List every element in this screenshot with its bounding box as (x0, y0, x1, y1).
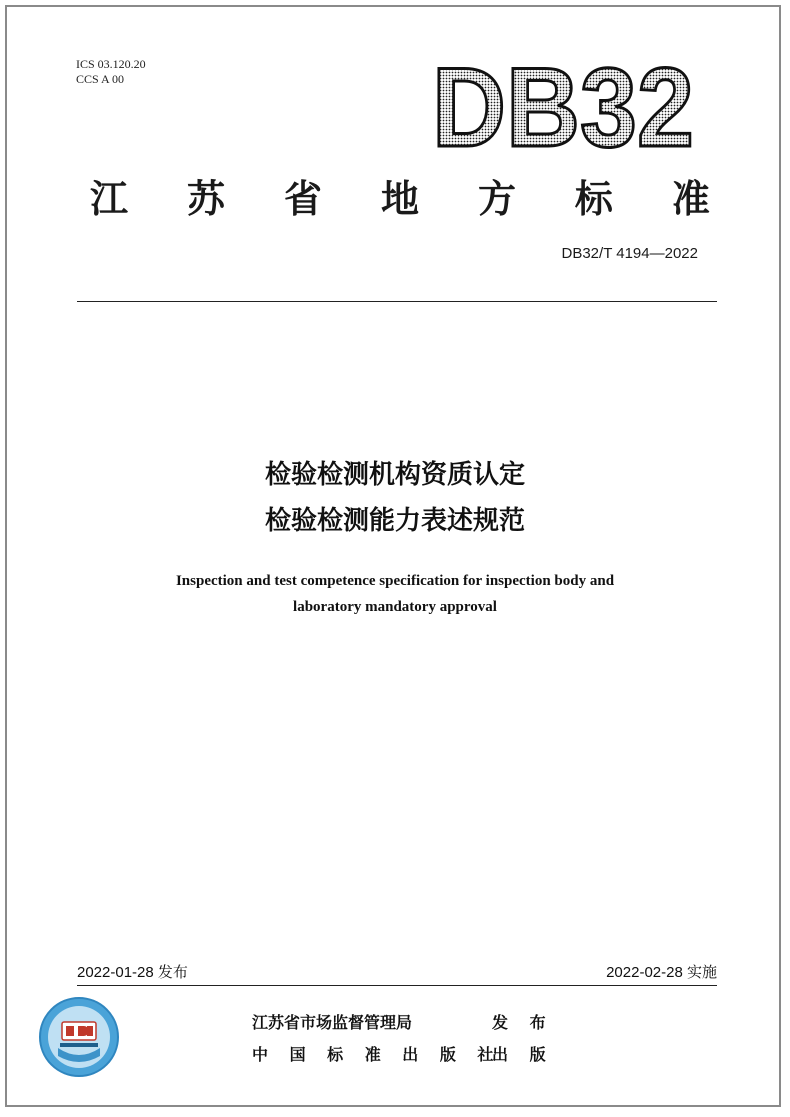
province-title-char: 地 (380, 177, 419, 221)
standard-number: DB32/T 4194—2022 (561, 245, 698, 262)
chinese-title-line-1: 检验检测机构资质认定 (264, 460, 525, 490)
implement-date: 2022-02-28 实施 (606, 964, 717, 981)
press-org: 中 国 标 准 出 版 社 (252, 1045, 502, 1064)
classification-codes (76, 57, 146, 87)
publisher-row-1 (252, 1010, 554, 1033)
ics-code: ICS 03.120.20 (76, 57, 146, 71)
province-title-char: 江 (90, 177, 129, 221)
press-action: 出 版 (492, 1045, 554, 1064)
publisher-org: 江苏省市场监督管理局 (252, 1013, 413, 1032)
english-title-line-2: laboratory mandatory approval (293, 599, 497, 615)
province-standard-title (90, 168, 710, 223)
anti-counterfeit-seal-icon (38, 996, 120, 1078)
province-title-char: 准 (671, 177, 710, 221)
chinese-title-line-2: 检验检测能力表述规范 (264, 506, 525, 536)
header-divider (77, 301, 717, 302)
province-title-char: 方 (477, 177, 516, 221)
footer-divider (77, 985, 717, 986)
english-title-line-1: Inspection and test competence specification for inspection body and (175, 573, 615, 589)
db32-logo-text: DB32 (432, 50, 694, 160)
publish-date: 2022-01-28 发布 (77, 964, 188, 981)
province-title-char: 苏 (186, 177, 225, 221)
province-title-char: 标 (574, 177, 613, 221)
publisher-row-2 (252, 1042, 554, 1065)
db32-logo (430, 50, 700, 160)
ccs-code: CCS A 00 (76, 72, 125, 86)
publisher-action: 发 布 (492, 1013, 554, 1032)
province-title-char: 省 (283, 177, 322, 221)
